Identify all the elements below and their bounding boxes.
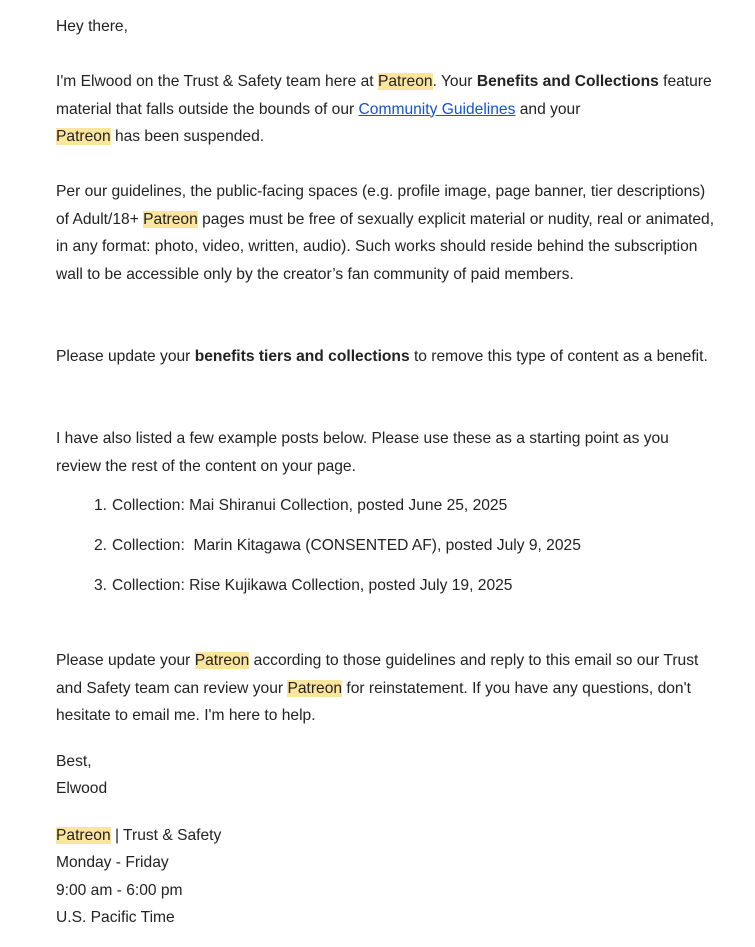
community-guidelines-link[interactable]: Community Guidelines: [358, 100, 516, 118]
signature-timezone: U.S. Pacific Time: [56, 908, 175, 926]
greeting: Hey there,: [56, 18, 128, 35]
paragraph-examples-intro: I have also listed a few example posts below. Please use these as a starting point as you review the rest of the content on your page.: [56, 430, 669, 475]
signature-days: Monday - Friday: [56, 854, 169, 872]
brand-highlight: Patreon: [143, 210, 198, 228]
example-list-item: 2. Collection: Marin Kitagawa (CONSENTED AF), posted July 9, 2025: [94, 537, 581, 554]
signature-block: [56, 822, 221, 931]
signature-team-line: Patreon | Trust & Safety: [56, 827, 222, 844]
closing-line: Best,: [56, 753, 92, 770]
closing: [56, 748, 107, 803]
signature-hours: 9:00 am - 6:00 pm: [56, 881, 183, 899]
brand-highlight: Patreon: [287, 679, 343, 697]
example-list-item: 1. Collection: Mai Shiranui Collection, posted June 25, 2025: [94, 497, 508, 514]
brand-highlight: Patreon: [56, 128, 111, 145]
brand-highlight: Patreon: [56, 827, 111, 844]
paragraph-reinstatement: Please update your Patreon according to those guidelines and reply to this email so our Trust and Safety team can review your Patreon for reinstatement. If you have any questions, don't hesitate to email me. I'm here to help.: [56, 652, 699, 724]
brand-highlight: Patreon: [194, 652, 250, 669]
paragraph-suspension-notice: I'm Elwood on the Trust & Safety team here at Patreon. Your Benefits and Collections feature material that falls outside the bounds of our Community Guidelines and your Patreon has been suspended.: [56, 73, 712, 145]
paragraph-update-request: Please update your benefits tiers and collections to remove this type of content as a benefit.: [56, 348, 708, 365]
example-list-item: 3. Collection: Rise Kujikawa Collection, posted July 19, 2025: [94, 577, 513, 594]
bold-benefits-collections: Benefits and Collections: [476, 73, 659, 90]
paragraph-guidelines: Per our guidelines, the public-facing spaces (e.g. profile image, page banner, tier descriptions) of Adult/18+ Patreon pages must be free of sexually explicit material or nudity, real or animated, in any format: photo, video, written, audio). Such works should reside behind the subscription wall to be accessible only by the creator’s fan community of paid members.: [56, 183, 715, 283]
sender-name: Elwood: [56, 780, 108, 798]
brand-highlight: Patreon: [377, 73, 433, 90]
bold-benefits-tiers: benefits tiers and collections: [194, 348, 410, 365]
